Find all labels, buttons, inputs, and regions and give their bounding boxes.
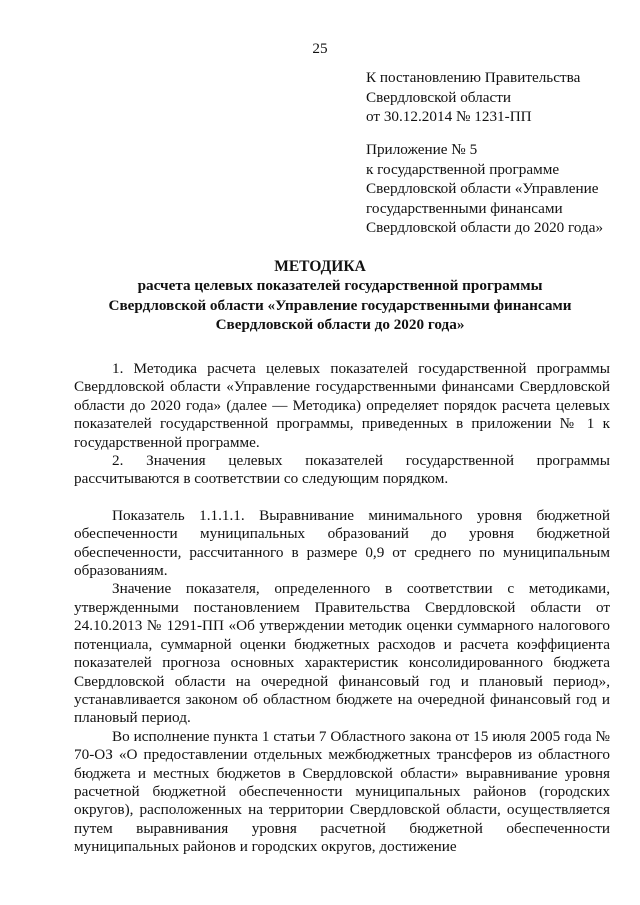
body-paragraph: Значение показателя, определенного в соответствии с методиками, утвержденными постановлением Правительства Свердловской области от 24.10.2013 № 1291-ПП «Об утверждении методик оценки суммарного налогового потенциала, суммарной оценки бюджетных расходов и расчета коэффициента показателей прогноза основных характеристик консолидированного бюджета Свердловской области на очередной финансовый год и плановый период», устанавливается законом об областном бюджете на очередной финансовый год и плановый период. <box>74 580 610 727</box>
body-paragraph: Во исполнение пункта 1 статьи 7 Областного закона от 15 июля 2005 года № 70-ОЗ «О предоставлении отдельных межбюджетных трансферов из областного бюджета и местных бюджетов в Свердловской области» выравнивание уровня расчетной бюджетной обеспеченности муниципальных районов (городских округов), расположенных на территории Свердловской области, осуществляется путем выравнивания уровня расчетной бюджетной обеспеченности муниципальных районов и городских округов, достижение <box>74 727 610 856</box>
body-paragraph: 2. Значения целевых показателей государственной программы рассчитываются в соответствии со следующим порядком. <box>74 452 610 488</box>
resolution-line: Свердловской области <box>366 88 511 106</box>
subtitle-line: Свердловской области до 2020 года» <box>215 316 465 333</box>
document-subtitle <box>60 276 620 335</box>
appendix-reference <box>366 140 603 238</box>
resolution-line: К постановлению Правительства <box>366 69 581 86</box>
body-paragraph: Показатель 1.1.1.1. Выравнивание минимального уровня бюджетной обеспеченности муниципальных образований до уровня бюджетной обеспеченности, рассчитанного в размере 0,9 от среднего по муниципальным образованиям. <box>74 506 610 580</box>
resolution-reference <box>366 68 580 127</box>
subtitle-line: Свердловской области «Управление государственными финансами <box>108 296 572 314</box>
document-body <box>74 360 610 857</box>
appendix-line: Свердловской области «Управление <box>366 180 599 197</box>
resolution-line: от 30.12.2014 № 1231-ПП <box>366 108 532 125</box>
body-paragraph: 1. Методика расчета целевых показателей государственной программы Свердловской области «Управление государственными финансами Свердловской области до 2020 года» (далее — Методика) определяет порядок расчета целевых показателей государственной программы, приведенных в приложении № 1 к государственной программе. <box>74 360 610 451</box>
appendix-line: к государственной программе <box>366 160 560 178</box>
subtitle-line: расчета целевых показателей государственной программы <box>137 277 543 294</box>
document-title: МЕТОДИКА <box>274 258 366 275</box>
appendix-line: Приложение № 5 <box>366 141 478 158</box>
page-number: 25 <box>312 40 328 57</box>
appendix-line: Свердловской области до 2020 года» <box>366 219 604 236</box>
appendix-line: государственными финансами <box>366 199 563 217</box>
